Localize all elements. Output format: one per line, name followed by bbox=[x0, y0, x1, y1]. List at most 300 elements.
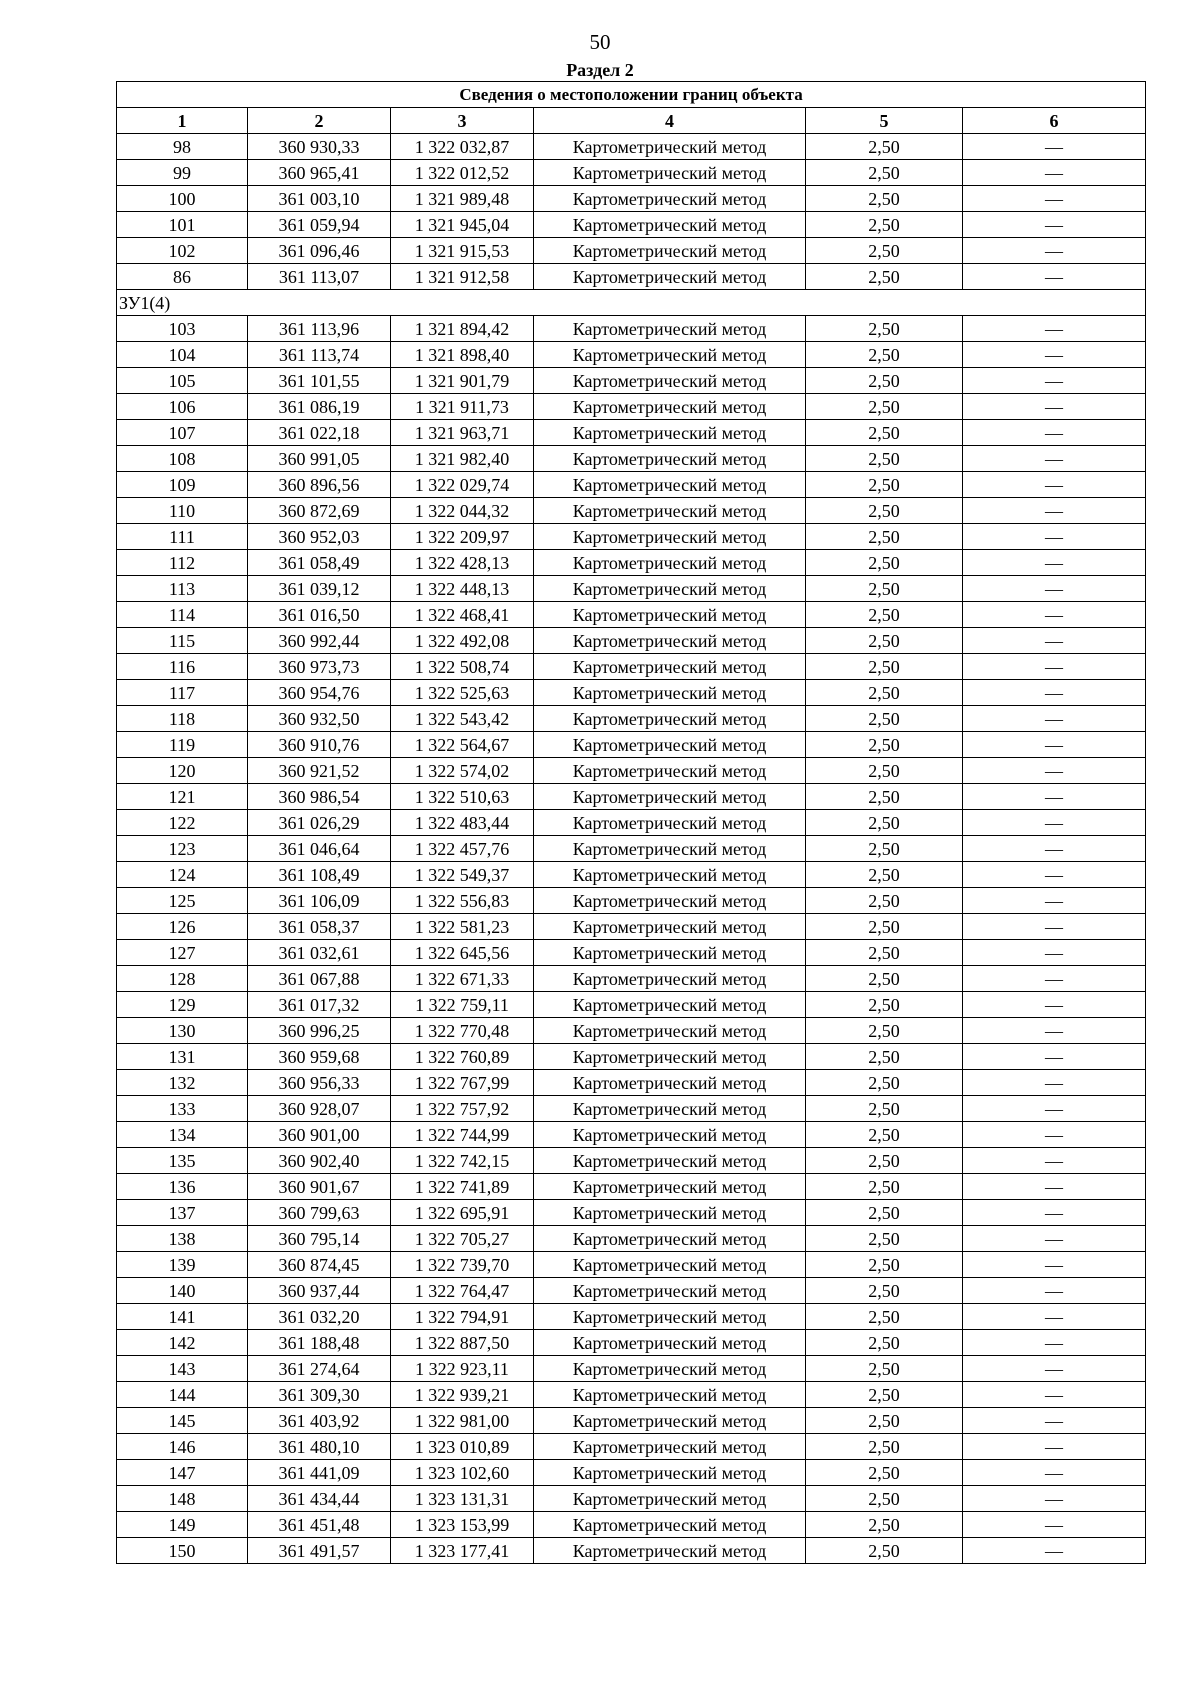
method-cell: Картометрический метод bbox=[534, 134, 806, 160]
accuracy-cell: 2,50 bbox=[806, 498, 963, 524]
method-cell: Картометрический метод bbox=[534, 472, 806, 498]
y-coordinate-cell: 1 322 574,02 bbox=[391, 758, 534, 784]
description-cell: — bbox=[963, 680, 1146, 706]
y-coordinate-cell: 1 321 945,04 bbox=[391, 212, 534, 238]
accuracy-cell: 2,50 bbox=[806, 654, 963, 680]
method-cell: Картометрический метод bbox=[534, 992, 806, 1018]
table-row bbox=[117, 1174, 1146, 1200]
description-cell: — bbox=[963, 1408, 1146, 1434]
point-number-cell: 130 bbox=[117, 1018, 248, 1044]
method-cell: Картометрический метод bbox=[534, 836, 806, 862]
table-row bbox=[117, 1382, 1146, 1408]
table-row bbox=[117, 134, 1146, 160]
point-number-cell: 110 bbox=[117, 498, 248, 524]
method-cell: Картометрический метод bbox=[534, 1460, 806, 1486]
point-number-cell: 105 bbox=[117, 368, 248, 394]
accuracy-cell: 2,50 bbox=[806, 1460, 963, 1486]
method-cell: Картометрический метод bbox=[534, 1018, 806, 1044]
accuracy-cell: 2,50 bbox=[806, 368, 963, 394]
x-coordinate-cell: 361 086,19 bbox=[248, 394, 391, 420]
description-cell: — bbox=[963, 732, 1146, 758]
method-cell: Картометрический метод bbox=[534, 1148, 806, 1174]
x-coordinate-cell: 361 441,09 bbox=[248, 1460, 391, 1486]
accuracy-cell: 2,50 bbox=[806, 758, 963, 784]
x-coordinate-cell: 360 901,67 bbox=[248, 1174, 391, 1200]
x-coordinate-cell: 361 039,12 bbox=[248, 576, 391, 602]
y-coordinate-cell: 1 322 564,67 bbox=[391, 732, 534, 758]
y-coordinate-cell: 1 322 671,33 bbox=[391, 966, 534, 992]
point-number-cell: 147 bbox=[117, 1460, 248, 1486]
method-cell: Картометрический метод bbox=[534, 966, 806, 992]
accuracy-cell: 2,50 bbox=[806, 1278, 963, 1304]
method-cell: Картометрический метод bbox=[534, 264, 806, 290]
accuracy-cell: 2,50 bbox=[806, 1434, 963, 1460]
description-cell: — bbox=[963, 186, 1146, 212]
x-coordinate-cell: 361 026,29 bbox=[248, 810, 391, 836]
table-row bbox=[117, 1408, 1146, 1434]
column-number: 2 bbox=[248, 108, 391, 134]
method-cell: Картометрический метод bbox=[534, 758, 806, 784]
method-cell: Картометрический метод bbox=[534, 576, 806, 602]
x-coordinate-cell: 361 022,18 bbox=[248, 420, 391, 446]
method-cell: Картометрический метод bbox=[534, 550, 806, 576]
method-cell: Картометрический метод bbox=[534, 654, 806, 680]
method-cell: Картометрический метод bbox=[534, 1512, 806, 1538]
point-number-cell: 122 bbox=[117, 810, 248, 836]
description-cell: — bbox=[963, 914, 1146, 940]
table-row bbox=[117, 1252, 1146, 1278]
y-coordinate-cell: 1 321 912,58 bbox=[391, 264, 534, 290]
point-number-cell: 145 bbox=[117, 1408, 248, 1434]
point-number-cell: 98 bbox=[117, 134, 248, 160]
point-number-cell: 142 bbox=[117, 1330, 248, 1356]
y-coordinate-cell: 1 321 911,73 bbox=[391, 394, 534, 420]
x-coordinate-cell: 360 874,45 bbox=[248, 1252, 391, 1278]
description-cell: — bbox=[963, 1226, 1146, 1252]
method-cell: Картометрический метод bbox=[534, 1408, 806, 1434]
accuracy-cell: 2,50 bbox=[806, 1148, 963, 1174]
x-coordinate-cell: 360 956,33 bbox=[248, 1070, 391, 1096]
x-coordinate-cell: 361 096,46 bbox=[248, 238, 391, 264]
column-number: 3 bbox=[391, 108, 534, 134]
description-cell: — bbox=[963, 342, 1146, 368]
description-cell: — bbox=[963, 238, 1146, 264]
method-cell: Картометрический метод bbox=[534, 1330, 806, 1356]
x-coordinate-cell: 361 113,96 bbox=[248, 316, 391, 342]
table-row bbox=[117, 524, 1146, 550]
y-coordinate-cell: 1 321 989,48 bbox=[391, 186, 534, 212]
group-row bbox=[117, 290, 1146, 316]
x-coordinate-cell: 361 451,48 bbox=[248, 1512, 391, 1538]
table-row bbox=[117, 810, 1146, 836]
y-coordinate-cell: 1 322 549,37 bbox=[391, 862, 534, 888]
table-row bbox=[117, 316, 1146, 342]
x-coordinate-cell: 361 101,55 bbox=[248, 368, 391, 394]
y-coordinate-cell: 1 322 448,13 bbox=[391, 576, 534, 602]
method-cell: Картометрический метод bbox=[534, 1122, 806, 1148]
description-cell: — bbox=[963, 1356, 1146, 1382]
description-cell: — bbox=[963, 966, 1146, 992]
x-coordinate-cell: 361 017,32 bbox=[248, 992, 391, 1018]
table-row bbox=[117, 394, 1146, 420]
point-number-cell: 135 bbox=[117, 1148, 248, 1174]
accuracy-cell: 2,50 bbox=[806, 602, 963, 628]
description-cell: — bbox=[963, 420, 1146, 446]
table-row bbox=[117, 1538, 1146, 1564]
description-cell: — bbox=[963, 810, 1146, 836]
method-cell: Картометрический метод bbox=[534, 1356, 806, 1382]
method-cell: Картометрический метод bbox=[534, 212, 806, 238]
accuracy-cell: 2,50 bbox=[806, 1122, 963, 1148]
point-number-cell: 129 bbox=[117, 992, 248, 1018]
table-row bbox=[117, 498, 1146, 524]
x-coordinate-cell: 360 901,00 bbox=[248, 1122, 391, 1148]
method-cell: Картометрический метод bbox=[534, 628, 806, 654]
accuracy-cell: 2,50 bbox=[806, 420, 963, 446]
y-coordinate-cell: 1 323 131,31 bbox=[391, 1486, 534, 1512]
point-number-cell: 112 bbox=[117, 550, 248, 576]
point-number-cell: 128 bbox=[117, 966, 248, 992]
table-row bbox=[117, 212, 1146, 238]
x-coordinate-cell: 361 480,10 bbox=[248, 1434, 391, 1460]
description-cell: — bbox=[963, 1096, 1146, 1122]
y-coordinate-cell: 1 322 032,87 bbox=[391, 134, 534, 160]
accuracy-cell: 2,50 bbox=[806, 1304, 963, 1330]
y-coordinate-cell: 1 322 695,91 bbox=[391, 1200, 534, 1226]
accuracy-cell: 2,50 bbox=[806, 1070, 963, 1096]
point-number-cell: 131 bbox=[117, 1044, 248, 1070]
x-coordinate-cell: 361 003,10 bbox=[248, 186, 391, 212]
y-coordinate-cell: 1 322 939,21 bbox=[391, 1382, 534, 1408]
section-title: Раздел 2 bbox=[566, 60, 634, 80]
method-cell: Картометрический метод bbox=[534, 1174, 806, 1200]
method-cell: Картометрический метод bbox=[534, 446, 806, 472]
point-number-cell: 138 bbox=[117, 1226, 248, 1252]
method-cell: Картометрический метод bbox=[534, 680, 806, 706]
y-coordinate-cell: 1 322 581,23 bbox=[391, 914, 534, 940]
table-row bbox=[117, 1486, 1146, 1512]
description-cell: — bbox=[963, 836, 1146, 862]
point-number-cell: 141 bbox=[117, 1304, 248, 1330]
y-coordinate-cell: 1 323 177,41 bbox=[391, 1538, 534, 1564]
accuracy-cell: 2,50 bbox=[806, 628, 963, 654]
accuracy-cell: 2,50 bbox=[806, 1044, 963, 1070]
method-cell: Картометрический метод bbox=[534, 1252, 806, 1278]
column-number: 4 bbox=[534, 108, 806, 134]
method-cell: Картометрический метод bbox=[534, 1070, 806, 1096]
method-cell: Картометрический метод bbox=[534, 862, 806, 888]
table-row bbox=[117, 550, 1146, 576]
table-row bbox=[117, 966, 1146, 992]
accuracy-cell: 2,50 bbox=[806, 342, 963, 368]
point-number-cell: 117 bbox=[117, 680, 248, 706]
table-row bbox=[117, 1200, 1146, 1226]
table-row bbox=[117, 186, 1146, 212]
boundary-coordinates-table bbox=[116, 81, 1146, 1564]
method-cell: Картометрический метод bbox=[534, 1486, 806, 1512]
x-coordinate-cell: 361 403,92 bbox=[248, 1408, 391, 1434]
table-row bbox=[117, 1096, 1146, 1122]
y-coordinate-cell: 1 321 894,42 bbox=[391, 316, 534, 342]
method-cell: Картометрический метод bbox=[534, 602, 806, 628]
x-coordinate-cell: 361 032,20 bbox=[248, 1304, 391, 1330]
x-coordinate-cell: 360 986,54 bbox=[248, 784, 391, 810]
table-row bbox=[117, 992, 1146, 1018]
table-row bbox=[117, 758, 1146, 784]
description-cell: — bbox=[963, 264, 1146, 290]
x-coordinate-cell: 360 896,56 bbox=[248, 472, 391, 498]
y-coordinate-cell: 1 322 742,15 bbox=[391, 1148, 534, 1174]
method-cell: Картометрический метод bbox=[534, 316, 806, 342]
method-cell: Картометрический метод bbox=[534, 1226, 806, 1252]
accuracy-cell: 2,50 bbox=[806, 472, 963, 498]
accuracy-cell: 2,50 bbox=[806, 1408, 963, 1434]
point-number-cell: 127 bbox=[117, 940, 248, 966]
y-coordinate-cell: 1 322 543,42 bbox=[391, 706, 534, 732]
y-coordinate-cell: 1 322 770,48 bbox=[391, 1018, 534, 1044]
table-row bbox=[117, 472, 1146, 498]
description-cell: — bbox=[963, 1070, 1146, 1096]
accuracy-cell: 2,50 bbox=[806, 316, 963, 342]
x-coordinate-cell: 360 954,76 bbox=[248, 680, 391, 706]
y-coordinate-cell: 1 322 757,92 bbox=[391, 1096, 534, 1122]
point-number-cell: 100 bbox=[117, 186, 248, 212]
description-cell: — bbox=[963, 1486, 1146, 1512]
accuracy-cell: 2,50 bbox=[806, 862, 963, 888]
accuracy-cell: 2,50 bbox=[806, 524, 963, 550]
point-number-cell: 139 bbox=[117, 1252, 248, 1278]
x-coordinate-cell: 360 795,14 bbox=[248, 1226, 391, 1252]
x-coordinate-cell: 361 058,49 bbox=[248, 550, 391, 576]
accuracy-cell: 2,50 bbox=[806, 264, 963, 290]
y-coordinate-cell: 1 322 981,00 bbox=[391, 1408, 534, 1434]
x-coordinate-cell: 361 434,44 bbox=[248, 1486, 391, 1512]
point-number-cell: 146 bbox=[117, 1434, 248, 1460]
accuracy-cell: 2,50 bbox=[806, 1174, 963, 1200]
y-coordinate-cell: 1 322 705,27 bbox=[391, 1226, 534, 1252]
y-coordinate-cell: 1 322 510,63 bbox=[391, 784, 534, 810]
y-coordinate-cell: 1 321 915,53 bbox=[391, 238, 534, 264]
point-number-cell: 113 bbox=[117, 576, 248, 602]
point-number-cell: 116 bbox=[117, 654, 248, 680]
description-cell: — bbox=[963, 1174, 1146, 1200]
table-row bbox=[117, 446, 1146, 472]
x-coordinate-cell: 361 106,09 bbox=[248, 888, 391, 914]
table-row bbox=[117, 1356, 1146, 1382]
description-cell: — bbox=[963, 706, 1146, 732]
point-number-cell: 124 bbox=[117, 862, 248, 888]
point-number-cell: 120 bbox=[117, 758, 248, 784]
table-row bbox=[117, 888, 1146, 914]
description-cell: — bbox=[963, 992, 1146, 1018]
page-number: 50 bbox=[589, 30, 611, 54]
table-row bbox=[117, 1512, 1146, 1538]
method-cell: Картометрический метод bbox=[534, 888, 806, 914]
description-cell: — bbox=[963, 316, 1146, 342]
table-body bbox=[117, 134, 1146, 1564]
table-row bbox=[117, 160, 1146, 186]
y-coordinate-cell: 1 322 767,99 bbox=[391, 1070, 534, 1096]
x-coordinate-cell: 361 016,50 bbox=[248, 602, 391, 628]
description-cell: — bbox=[963, 1278, 1146, 1304]
x-coordinate-cell: 361 067,88 bbox=[248, 966, 391, 992]
accuracy-cell: 2,50 bbox=[806, 1096, 963, 1122]
x-coordinate-cell: 361 113,74 bbox=[248, 342, 391, 368]
x-coordinate-cell: 360 973,73 bbox=[248, 654, 391, 680]
description-cell: — bbox=[963, 1304, 1146, 1330]
y-coordinate-cell: 1 322 492,08 bbox=[391, 628, 534, 654]
x-coordinate-cell: 360 952,03 bbox=[248, 524, 391, 550]
y-coordinate-cell: 1 322 428,13 bbox=[391, 550, 534, 576]
x-coordinate-cell: 360 965,41 bbox=[248, 160, 391, 186]
x-coordinate-cell: 360 872,69 bbox=[248, 498, 391, 524]
y-coordinate-cell: 1 322 525,63 bbox=[391, 680, 534, 706]
point-number-cell: 144 bbox=[117, 1382, 248, 1408]
point-number-cell: 136 bbox=[117, 1174, 248, 1200]
y-coordinate-cell: 1 323 010,89 bbox=[391, 1434, 534, 1460]
point-number-cell: 103 bbox=[117, 316, 248, 342]
accuracy-cell: 2,50 bbox=[806, 134, 963, 160]
x-coordinate-cell: 360 992,44 bbox=[248, 628, 391, 654]
method-cell: Картометрический метод bbox=[534, 498, 806, 524]
table-caption: Сведения о местоположении границ объекта bbox=[117, 82, 1146, 108]
description-cell: — bbox=[963, 1252, 1146, 1278]
point-number-cell: 119 bbox=[117, 732, 248, 758]
accuracy-cell: 2,50 bbox=[806, 550, 963, 576]
y-coordinate-cell: 1 322 759,11 bbox=[391, 992, 534, 1018]
method-cell: Картометрический метод bbox=[534, 1434, 806, 1460]
x-coordinate-cell: 361 108,49 bbox=[248, 862, 391, 888]
description-cell: — bbox=[963, 1044, 1146, 1070]
y-coordinate-cell: 1 322 457,76 bbox=[391, 836, 534, 862]
point-number-cell: 101 bbox=[117, 212, 248, 238]
description-cell: — bbox=[963, 134, 1146, 160]
point-number-cell: 137 bbox=[117, 1200, 248, 1226]
accuracy-cell: 2,50 bbox=[806, 836, 963, 862]
table-row bbox=[117, 680, 1146, 706]
point-number-cell: 108 bbox=[117, 446, 248, 472]
x-coordinate-cell: 361 059,94 bbox=[248, 212, 391, 238]
x-coordinate-cell: 361 491,57 bbox=[248, 1538, 391, 1564]
description-cell: — bbox=[963, 784, 1146, 810]
x-coordinate-cell: 361 058,37 bbox=[248, 914, 391, 940]
point-number-cell: 109 bbox=[117, 472, 248, 498]
point-number-cell: 118 bbox=[117, 706, 248, 732]
point-number-cell: 111 bbox=[117, 524, 248, 550]
accuracy-cell: 2,50 bbox=[806, 888, 963, 914]
y-coordinate-cell: 1 323 153,99 bbox=[391, 1512, 534, 1538]
accuracy-cell: 2,50 bbox=[806, 160, 963, 186]
x-coordinate-cell: 361 032,61 bbox=[248, 940, 391, 966]
x-coordinate-cell: 361 188,48 bbox=[248, 1330, 391, 1356]
x-coordinate-cell: 361 309,30 bbox=[248, 1382, 391, 1408]
table-row bbox=[117, 1434, 1146, 1460]
method-cell: Картометрический метод bbox=[534, 420, 806, 446]
table-row bbox=[117, 836, 1146, 862]
point-number-cell: 133 bbox=[117, 1096, 248, 1122]
table-row bbox=[117, 602, 1146, 628]
accuracy-cell: 2,50 bbox=[806, 186, 963, 212]
table-row bbox=[117, 576, 1146, 602]
column-number: 5 bbox=[806, 108, 963, 134]
point-number-cell: 121 bbox=[117, 784, 248, 810]
accuracy-cell: 2,50 bbox=[806, 238, 963, 264]
accuracy-cell: 2,50 bbox=[806, 1018, 963, 1044]
y-coordinate-cell: 1 321 898,40 bbox=[391, 342, 534, 368]
table-row bbox=[117, 1330, 1146, 1356]
x-coordinate-cell: 360 921,52 bbox=[248, 758, 391, 784]
method-cell: Картометрический метод bbox=[534, 1304, 806, 1330]
accuracy-cell: 2,50 bbox=[806, 1486, 963, 1512]
table-row bbox=[117, 940, 1146, 966]
accuracy-cell: 2,50 bbox=[806, 1330, 963, 1356]
table-row bbox=[117, 706, 1146, 732]
description-cell: — bbox=[963, 446, 1146, 472]
x-coordinate-cell: 360 996,25 bbox=[248, 1018, 391, 1044]
point-number-cell: 140 bbox=[117, 1278, 248, 1304]
accuracy-cell: 2,50 bbox=[806, 1512, 963, 1538]
x-coordinate-cell: 361 274,64 bbox=[248, 1356, 391, 1382]
accuracy-cell: 2,50 bbox=[806, 940, 963, 966]
accuracy-cell: 2,50 bbox=[806, 784, 963, 810]
accuracy-cell: 2,50 bbox=[806, 680, 963, 706]
table-row bbox=[117, 1460, 1146, 1486]
y-coordinate-cell: 1 322 044,32 bbox=[391, 498, 534, 524]
table-row bbox=[117, 342, 1146, 368]
y-coordinate-cell: 1 322 556,83 bbox=[391, 888, 534, 914]
group-label: ЗУ1(4) bbox=[117, 290, 1146, 316]
point-number-cell: 143 bbox=[117, 1356, 248, 1382]
table-row bbox=[117, 654, 1146, 680]
description-cell: — bbox=[963, 1538, 1146, 1564]
description-cell: — bbox=[963, 602, 1146, 628]
method-cell: Картометрический метод bbox=[534, 524, 806, 550]
x-coordinate-cell: 360 991,05 bbox=[248, 446, 391, 472]
point-number-cell: 123 bbox=[117, 836, 248, 862]
description-cell: — bbox=[963, 1018, 1146, 1044]
y-coordinate-cell: 1 322 029,74 bbox=[391, 472, 534, 498]
description-cell: — bbox=[963, 472, 1146, 498]
accuracy-cell: 2,50 bbox=[806, 810, 963, 836]
accuracy-cell: 2,50 bbox=[806, 1538, 963, 1564]
description-cell: — bbox=[963, 1512, 1146, 1538]
description-cell: — bbox=[963, 862, 1146, 888]
x-coordinate-cell: 361 046,64 bbox=[248, 836, 391, 862]
x-coordinate-cell: 360 799,63 bbox=[248, 1200, 391, 1226]
table-row bbox=[117, 914, 1146, 940]
description-cell: — bbox=[963, 888, 1146, 914]
description-cell: — bbox=[963, 1460, 1146, 1486]
table-row bbox=[117, 1226, 1146, 1252]
table-row bbox=[117, 1044, 1146, 1070]
y-coordinate-cell: 1 322 794,91 bbox=[391, 1304, 534, 1330]
table-row bbox=[117, 1278, 1146, 1304]
method-cell: Картометрический метод bbox=[534, 1278, 806, 1304]
description-cell: — bbox=[963, 212, 1146, 238]
method-cell: Картометрический метод bbox=[534, 1382, 806, 1408]
table-row bbox=[117, 420, 1146, 446]
description-cell: — bbox=[963, 1122, 1146, 1148]
accuracy-cell: 2,50 bbox=[806, 1382, 963, 1408]
point-number-cell: 132 bbox=[117, 1070, 248, 1096]
accuracy-cell: 2,50 bbox=[806, 394, 963, 420]
table-row bbox=[117, 732, 1146, 758]
method-cell: Картометрический метод bbox=[534, 394, 806, 420]
y-coordinate-cell: 1 322 923,11 bbox=[391, 1356, 534, 1382]
point-number-cell: 148 bbox=[117, 1486, 248, 1512]
table-row bbox=[117, 1148, 1146, 1174]
description-cell: — bbox=[963, 550, 1146, 576]
